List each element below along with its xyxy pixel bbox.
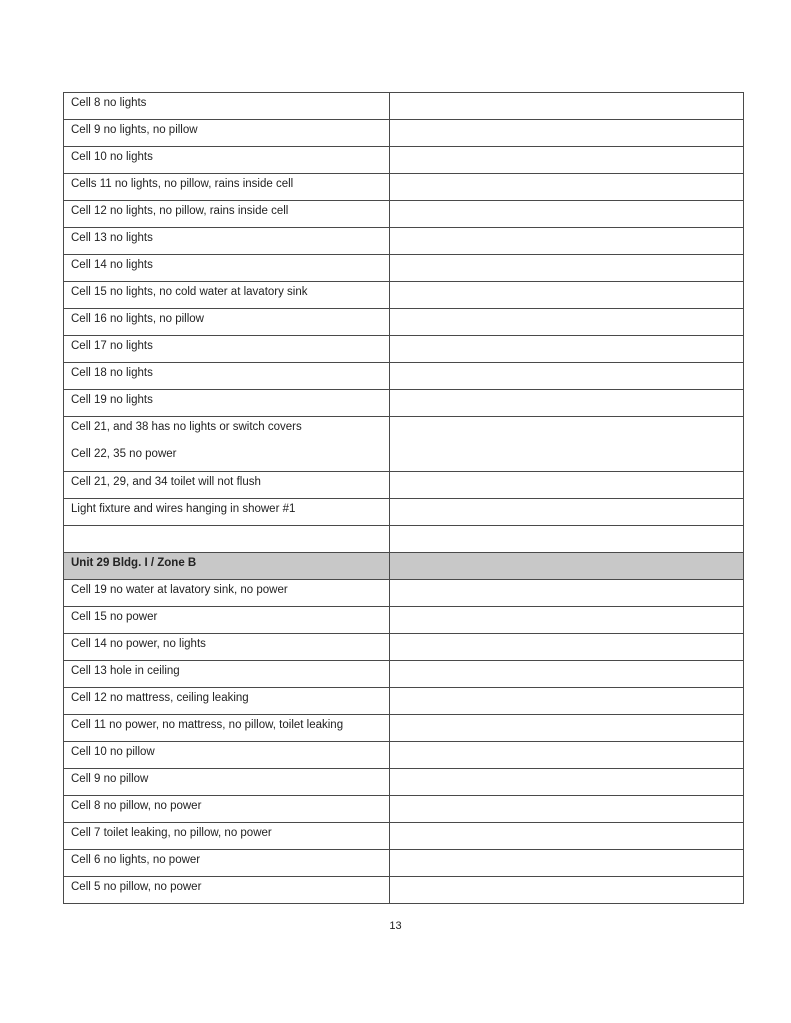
- notes-cell: [390, 417, 744, 472]
- item-cell: Cell 13 hole in ceiling: [64, 661, 390, 688]
- item-cell: Cell 11 no power, no mattress, no pillow, toilet leaking: [64, 715, 390, 742]
- table-row: [64, 634, 744, 661]
- item-cell: Cell 10 no lights: [64, 147, 390, 174]
- item-line: Cell 22, 35 no power: [71, 448, 177, 460]
- notes-cell: [390, 390, 744, 417]
- item-cell: Cell 5 no pillow, no power: [64, 877, 390, 904]
- notes-cell: [390, 796, 744, 823]
- table-row: [64, 390, 744, 417]
- item-cell: Cell 19 no water at lavatory sink, no power: [64, 580, 390, 607]
- notes-cell: [390, 715, 744, 742]
- item-cell: Cell 8 no lights: [64, 93, 390, 120]
- item-cell: Cells 11 no lights, no pillow, rains inside cell: [64, 174, 390, 201]
- item-cell: Cell 14 no power, no lights: [64, 634, 390, 661]
- notes-cell: [390, 228, 744, 255]
- table-row: [64, 823, 744, 850]
- page-number: 13: [389, 920, 402, 932]
- item-cell: Cell 9 no pillow: [64, 769, 390, 796]
- table-row: [64, 769, 744, 796]
- notes-cell: [390, 120, 744, 147]
- blank-row: [64, 526, 744, 553]
- notes-cell: [390, 526, 744, 553]
- notes-cell: [390, 499, 744, 526]
- item-cell: Light fixture and wires hanging in shower #1: [64, 499, 390, 526]
- notes-cell: [390, 201, 744, 228]
- item-cell: Cell 7 toilet leaking, no pillow, no power: [64, 823, 390, 850]
- item-cell: Cell 15 no power: [64, 607, 390, 634]
- table-row: [64, 282, 744, 309]
- section-title: Unit 29 Bldg. I / Zone B: [64, 553, 390, 580]
- notes-cell: [390, 336, 744, 363]
- notes-cell: [390, 174, 744, 201]
- item-cell: [64, 526, 390, 553]
- item-cell: Cell 19 no lights: [64, 390, 390, 417]
- table-row: [64, 796, 744, 823]
- item-cell: Cell 14 no lights: [64, 255, 390, 282]
- notes-cell: [390, 742, 744, 769]
- notes-cell: [390, 93, 744, 120]
- table-row: [64, 174, 744, 201]
- section-header-row: [64, 553, 744, 580]
- table-row-double: [64, 417, 744, 472]
- notes-cell: [390, 769, 744, 796]
- item-cell: [64, 417, 390, 472]
- notes-cell: [390, 877, 744, 904]
- notes-cell: [390, 472, 744, 499]
- table-row: [64, 201, 744, 228]
- table-row: [64, 147, 744, 174]
- notes-cell: [390, 661, 744, 688]
- item-cell: Cell 15 no lights, no cold water at lavatory sink: [64, 282, 390, 309]
- table-row: [64, 309, 744, 336]
- notes-cell: [390, 309, 744, 336]
- table-row: [64, 93, 744, 120]
- table-row: [64, 661, 744, 688]
- table-row: [64, 742, 744, 769]
- table-row: [64, 472, 744, 499]
- notes-cell: [390, 823, 744, 850]
- item-cell: Cell 16 no lights, no pillow: [64, 309, 390, 336]
- item-cell: Cell 8 no pillow, no power: [64, 796, 390, 823]
- table-row: [64, 336, 744, 363]
- item-cell: Cell 17 no lights: [64, 336, 390, 363]
- notes-cell: [390, 282, 744, 309]
- notes-cell: [390, 255, 744, 282]
- table-row: [64, 877, 744, 904]
- item-cell: Cell 6 no lights, no power: [64, 850, 390, 877]
- item-cell: Cell 18 no lights: [64, 363, 390, 390]
- table-row: [64, 255, 744, 282]
- notes-cell: [390, 688, 744, 715]
- table-row: [64, 850, 744, 877]
- table-row: [64, 228, 744, 255]
- notes-cell: [390, 850, 744, 877]
- table-row: [64, 715, 744, 742]
- notes-cell: [390, 580, 744, 607]
- item-cell: Cell 13 no lights: [64, 228, 390, 255]
- notes-cell: [390, 607, 744, 634]
- item-cell: Cell 12 no lights, no pillow, rains inside cell: [64, 201, 390, 228]
- deficiency-table: [63, 92, 744, 904]
- section-header-fill: [390, 553, 744, 580]
- notes-cell: [390, 634, 744, 661]
- notes-cell: [390, 363, 744, 390]
- table-row: [64, 688, 744, 715]
- table-row: [64, 580, 744, 607]
- table-row: [64, 607, 744, 634]
- item-cell: Cell 21, 29, and 34 toilet will not flush: [64, 472, 390, 499]
- table-row: [64, 363, 744, 390]
- item-line: Cell 21, and 38 has no lights or switch covers: [71, 421, 302, 433]
- table-row: [64, 499, 744, 526]
- notes-cell: [390, 147, 744, 174]
- table-row: [64, 120, 744, 147]
- item-cell: Cell 9 no lights, no pillow: [64, 120, 390, 147]
- item-cell: Cell 12 no mattress, ceiling leaking: [64, 688, 390, 715]
- item-cell: Cell 10 no pillow: [64, 742, 390, 769]
